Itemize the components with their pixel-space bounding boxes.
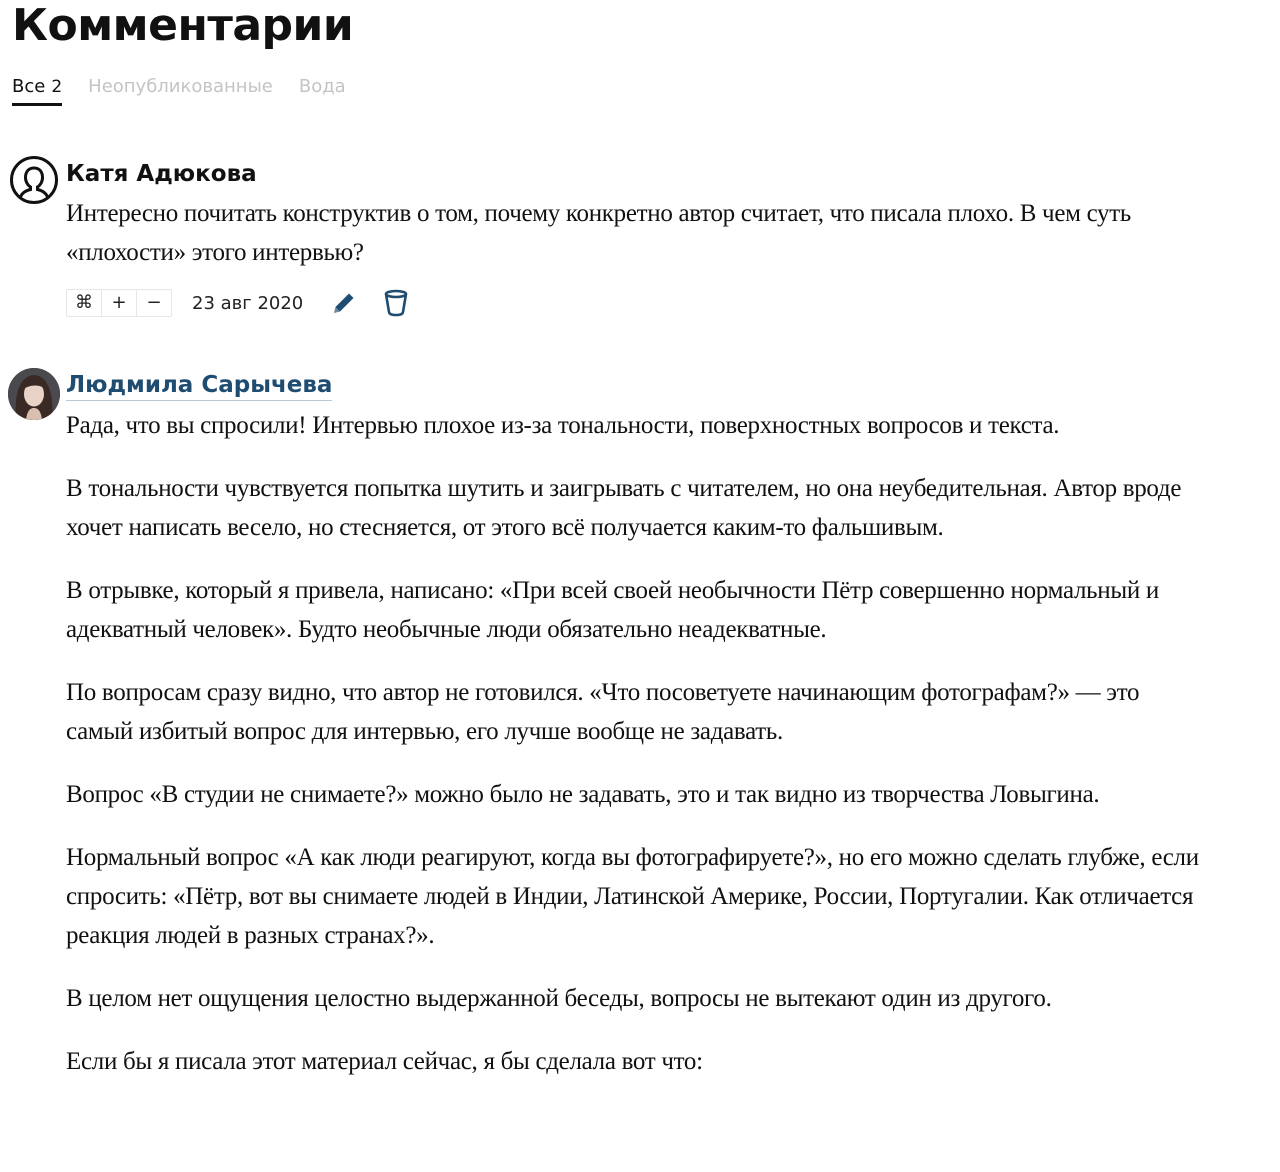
comment-paragraph: В отрывке, который я привела, написано: «При всей своей необычности Пётр совершенно нормальный и адекватный человек». Будто необычные люди обязательно неадекватные. (66, 577, 1159, 643)
comment-body (66, 406, 1266, 1105)
trash-icon[interactable] (381, 288, 411, 318)
comment-paragraph: Если бы я писала этот материал сейчас, я бы сделала вот что: (66, 1048, 703, 1075)
vote-controls (66, 289, 172, 317)
comment-paragraph: В тональности чувствуется попытка шутить и заигрывать с читателем, но она неубедительная. Автор вроде хочет написать весело, но стесняется, от этого всё получается каким-то фальшивым. (66, 475, 1182, 541)
comment-date: 23 авг 2020 (192, 292, 304, 314)
tab-water[interactable]: Вода (298, 76, 346, 97)
avatar[interactable] (8, 368, 60, 420)
user-icon (10, 156, 58, 204)
upvote-button[interactable]: + (101, 290, 136, 316)
comment-paragraph: Вопрос «В студии не снимаете?» можно было не задавать, это и так видно из творчества Ловыгина. (66, 781, 1100, 808)
page-title: Комментарии (12, 0, 354, 51)
comment-actions (66, 288, 411, 318)
comment-author[interactable]: Людмила Сарычева (66, 370, 332, 401)
downvote-button[interactable]: − (136, 290, 171, 316)
comment-tabs (12, 74, 372, 106)
cmd-button[interactable]: ⌘ (75, 292, 93, 313)
comment-body (66, 194, 1266, 296)
comment-paragraph: Рада, что вы спросили! Интервью плохое из-за тональности, поверхностных вопросов и текста. (66, 412, 1060, 439)
tab-all-count: 2 (51, 77, 63, 97)
tab-all[interactable] (12, 74, 62, 106)
tab-unpublished[interactable]: Неопубликованные (88, 76, 273, 97)
comment-paragraph: В целом нет ощущения целостно выдержанной беседы, вопросы не вытекают один из другого. (66, 985, 1052, 1012)
comment-paragraph: По вопросам сразу видно, что автор не готовился. «Что посоветуете начинающим фотографам?» — это самый избитый вопрос для интервью, его лучше вообще не задавать. (66, 679, 1140, 745)
comment-author[interactable]: Катя Адюкова (66, 161, 257, 187)
tab-all-label: Все (12, 76, 46, 97)
comment-paragraph: Интересно почитать конструктив о том, почему конкретно автор считает, что писала плохо. В чем суть «плохости» этого интервью? (66, 200, 1131, 266)
pencil-icon[interactable] (329, 288, 359, 318)
comment-paragraph: Нормальный вопрос «А как люди реагируют, когда вы фотографируете?», но его можно сделать глубже, если спросить: «Пётр, вот вы снимаете людей в Индии, Латинской Америке, России, Португалии. Как отличается реакция людей в разных странах?». (66, 844, 1199, 949)
